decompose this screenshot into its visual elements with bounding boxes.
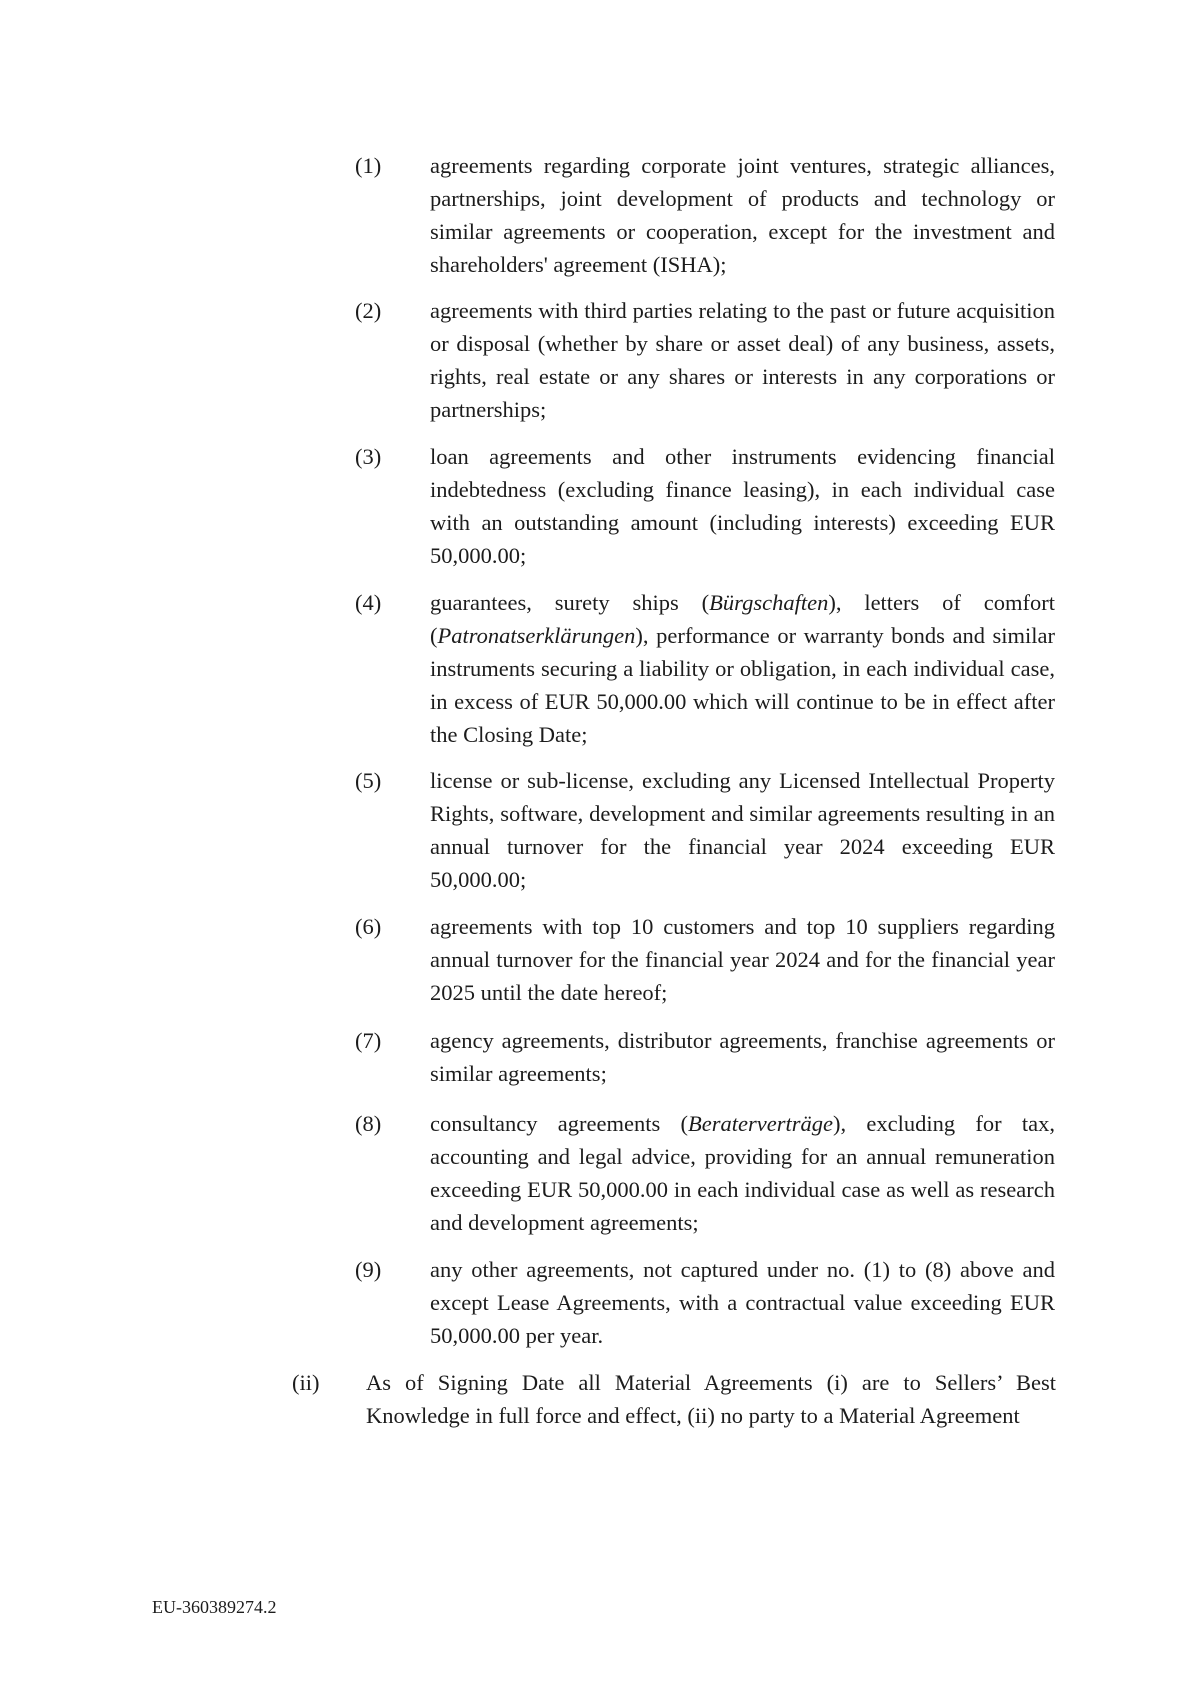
text-run: ), excluding for tax, accounting and legal advice, providing for an annual remuneration exceeding EUR 50,000.00 in each individual case as well as research and development agreements; [430,1111,1055,1235]
clause-number: (ii) [292,1370,320,1395]
item-number: (1) [355,153,382,178]
text-run: guarantees, surety ships ( [430,590,710,615]
text-run: consultancy agreements ( [430,1111,688,1136]
item-text: agreements with top 10 customers and top 10 suppliers regarding annual turnover for the financial year 2024 and for the financial year 2025 until the date hereof; [430,914,1055,1005]
clause-text: As of Signing Date all Material Agreements (i) are to Sellers’ Best Knowledge in full force and effect, (ii) no party to a Material Agreement [366,1370,1056,1428]
item-text [430,586,1055,751]
item-text: any other agreements, not captured under no. (1) to (8) above and except Lease Agreements, with a contractual value exceeding EUR 50,000.00 per year. [430,1257,1055,1348]
italic-term: Beraterverträge [687,1111,833,1136]
item-number: (9) [355,1257,382,1282]
item-text: agreements with third parties relating to the past or future acquisition or disposal (whether by share or asset deal) of any business, assets, rights, real estate or any shares or interests in any corporations or partnerships; [430,298,1055,422]
italic-term: Bürgschaften [709,590,829,615]
item-text: license or sub-license, excluding any Licensed Intellectual Property Rights, software, development and similar agreements resulting in an annual turnover for the financial year 2024 exceeding EUR 50,000.00; [430,768,1055,892]
document-reference: EU-360389274.2 [152,1597,277,1617]
item-number: (5) [355,768,382,793]
item-text: loan agreements and other instruments evidencing financial indebtedness (excluding finance leasing), in each individual case with an outstanding amount (including interests) exceeding EUR 50,000.00; [430,444,1055,568]
item-text [430,1107,1055,1239]
item-number: (6) [355,914,382,939]
italic-term: Patronatserklärungen [437,623,636,648]
item-text: agreements regarding corporate joint ventures, strategic alliances, partnerships, joint development of products and technology or similar agreements or cooperation, except for the investment and shareholders' agreement (ISHA); [430,153,1055,277]
item-text: agency agreements, distributor agreements, franchise agreements or similar agreements; [430,1028,1055,1086]
text-run: ), letters of comfort ( [430,590,1055,648]
item-number: (4) [355,590,382,615]
item-number: (8) [355,1111,382,1136]
item-number: (2) [355,298,382,323]
item-number: (7) [355,1028,382,1053]
text-run: ), performance or warranty bonds and similar instruments securing a liability or obligation, in each individual case, in excess of EUR 50,000.00 which will continue to be in effect after the Closing Date; [430,623,1055,747]
item-number: (3) [355,444,382,469]
